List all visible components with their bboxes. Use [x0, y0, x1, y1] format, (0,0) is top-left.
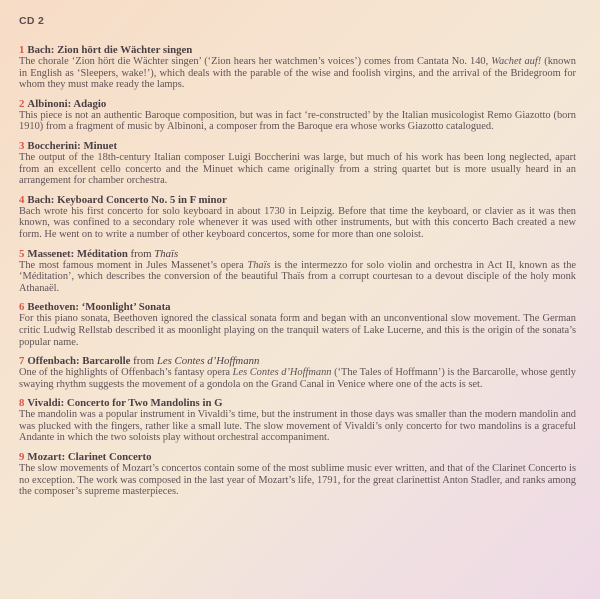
track-description: The mandolin was a popular instrument in Vivaldi’s time, but the instrument in those days was smaller than the modern mandolin and was plucked with the fingers, rather like a small lute. The slow movement of Vivaldi’s only concerto for two mandolins is a graceful Andante in which the two soloists play without orchestral accompaniment.: [19, 409, 576, 444]
track-number: 9: [19, 451, 25, 464]
track-number: 2: [19, 97, 25, 110]
track-description: One of the highlights of Offenbach’s fantasy opera Les Contes d’Hoffmann (‘The Tales of Hoffmann’) is the Barcarolle, whose gently swaying rhythm suggests the movement of a gondola on the Grand Canal in Venice where one of the acts is set.: [19, 367, 576, 390]
track-description: The most famous moment in Jules Massenet’s opera Thaïs is the intermezzo for solo violin and orchestra in Act II, known as the ‘Méditation’, which describes the conversion of the beautiful Thaïs from a corrupt courtesan to a devout disciple of the holy monk Athanaël.: [19, 259, 576, 294]
track-title: Massenet: Méditation: [27, 247, 128, 260]
track-entry: [19, 301, 576, 348]
track-description: The output of the 18th-century Italian composer Luigi Boccherini was large, but much of his work has been long neglected, apart from an excellent cello concerto and the Minuet which came originally from a string quartet but is more usually heard in an arrangement for chamber orchestra.: [19, 151, 576, 187]
track-entry: [19, 98, 576, 133]
track-heading: [19, 140, 576, 152]
track-title: Beethoven: ‘Moonlight’ Sonata: [27, 301, 171, 314]
italic-title: Wachet auf!: [491, 56, 542, 67]
track-description: Bach wrote his first concerto for solo keyboard in about 1730 in Leipzig. Before that time the keyboard, or clavier as it was then known, was confined to a secondary role whenever it was used with other instruments, but with this concerto Bach created a new form. He went on to write a number of other keyboard concertos, some for more than one soloist.: [19, 205, 576, 240]
track-title: Albinoni: Adagio: [27, 97, 107, 110]
track-title: Bach: Zion hört die Wächter singen: [27, 44, 193, 56]
track-number: 6: [19, 301, 25, 314]
track-list: [19, 44, 576, 498]
track-entry: [19, 248, 576, 295]
track-from: from: [127, 247, 155, 260]
track-heading: [19, 301, 576, 313]
track-description: The slow movements of Mozart’s concertos contain some of the most sublime music ever written, and that of the Clarinet Concerto is no exception. The work was composed in the last year of Mozart’s life, 1791, for the great clarinettist Anton Stadler, and ranks among the composer’s supreme masterpieces.: [19, 463, 576, 498]
track-description: For this piano sonata, Beethoven ignored the classical sonata form and began with an unconventional slow movement. The German critic Ludwig Rellstab described it as moonlight playing on the tranquil waters of Lake Lucerne, and this is the origin of the sonata’s popular name.: [19, 313, 576, 348]
track-heading: [19, 248, 576, 260]
track-description: The chorale ‘Zion hört die Wächter singen’ (‘Zion hears her watchmen’s voices’) comes from Cantata No. 140, Wachet auf! (known in English as ‘Sleepers, wake!’), which deals with the parable of the wise and foolish virgins, and the arrival of the Bridegroom for whom they must make ready the lamps.: [19, 56, 576, 91]
track-entry: [19, 451, 576, 498]
track-number: 4: [19, 193, 25, 206]
track-description: This piece is not an authentic Baroque composition, but was in fact ‘re-constructed’ by the Italian musicologist Remo Giazotto (born 1910) from a fragment of music by Albinoni, a composer from the Baroque era whose works Giazotto catalogued.: [19, 109, 576, 133]
track-title: Offenbach: Barcarolle: [27, 355, 131, 368]
track-heading: [19, 451, 576, 463]
track-title: Vivaldi: Concerto for Two Mandolins in G: [27, 397, 223, 410]
track-entry: [19, 140, 576, 187]
track-entry: [19, 44, 576, 91]
track-number: 7: [19, 355, 25, 368]
track-from: from: [130, 355, 157, 368]
track-title: Mozart: Clarinet Concerto: [27, 451, 152, 464]
italic-title: Thaïs: [247, 259, 271, 271]
track-heading: [19, 44, 576, 56]
track-heading: [19, 98, 576, 110]
track-entry: [19, 194, 576, 241]
track-heading: [19, 355, 576, 367]
track-title: Boccherini: Minuet: [27, 139, 118, 152]
track-entry: [19, 397, 576, 444]
cd-label: CD 2: [19, 15, 45, 27]
track-heading: [19, 397, 576, 409]
track-source-title: Les Contes d’Hoffmann: [156, 355, 260, 368]
track-number: 5: [19, 247, 25, 260]
track-title: Bach: Keyboard Concerto No. 5 in F minor: [27, 193, 227, 206]
track-number: 1: [19, 44, 25, 56]
track-heading: [19, 194, 576, 206]
track-number: 8: [19, 397, 25, 410]
track-source-title: Thaïs: [154, 247, 179, 260]
italic-title: Les Contes d’Hoffmann: [232, 367, 332, 379]
track-entry: [19, 355, 576, 390]
track-number: 3: [19, 139, 25, 152]
